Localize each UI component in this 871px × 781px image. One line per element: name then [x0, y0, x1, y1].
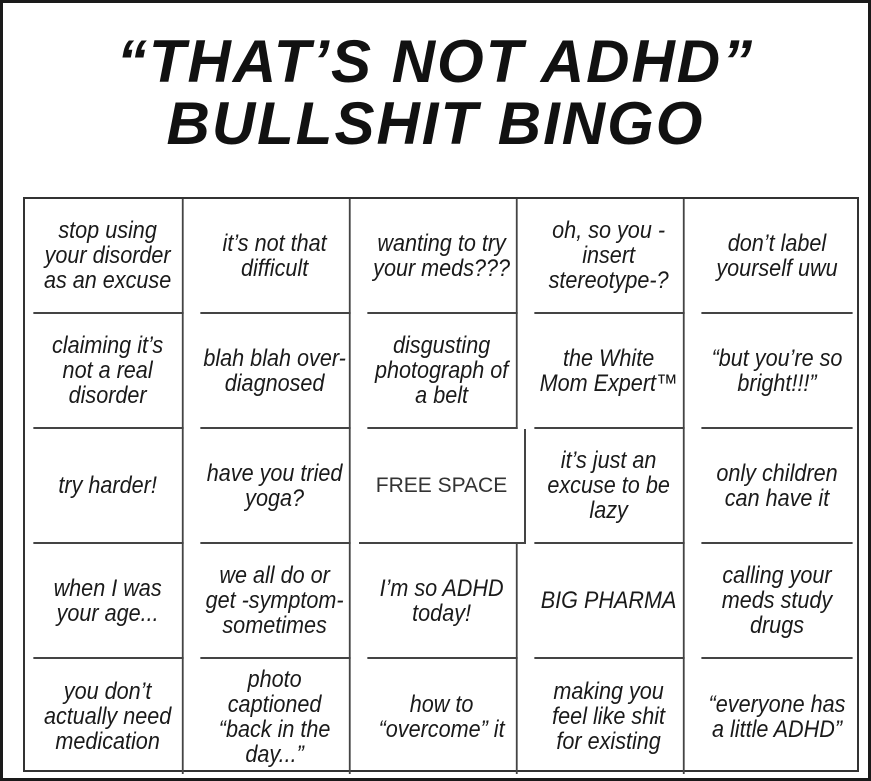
bingo-cell[interactable]: try harder!: [33, 429, 183, 544]
bingo-cell[interactable]: have you tried yoga?: [200, 429, 350, 544]
bingo-cell[interactable]: only children can have it: [701, 429, 852, 544]
bingo-cell[interactable]: stop using your disorder as an excuse: [33, 199, 183, 314]
bingo-cell[interactable]: I’m so ADHD today!: [367, 544, 517, 659]
bingo-cell[interactable]: it’s not that difficult: [200, 199, 350, 314]
bingo-cell[interactable]: you don’t actually need medication: [33, 659, 183, 774]
title-line-1: “THAT’S NOT ADHD”: [116, 28, 755, 95]
bingo-grid: [23, 197, 859, 772]
bingo-cell[interactable]: claiming it’s not a real disorder: [33, 314, 183, 429]
bingo-cell[interactable]: blah blah over-diagnosed: [200, 314, 350, 429]
bingo-cell[interactable]: the White Mom Expert™: [534, 314, 684, 429]
bingo-cell[interactable]: it’s just an excuse to be lazy: [534, 429, 684, 544]
bingo-cell[interactable]: we all do or get -symptom- sometimes: [200, 544, 350, 659]
bingo-sheet: [3, 3, 868, 778]
bingo-cell[interactable]: disgusting photograph of a belt: [367, 314, 517, 429]
free-space-cell[interactable]: FREE SPACE: [359, 429, 526, 544]
bingo-cell[interactable]: how to “overcome” it: [367, 659, 517, 774]
title-line-2: BULLSHIT BINGO: [166, 90, 705, 157]
bingo-cell[interactable]: “but you’re so bright!!!”: [701, 314, 852, 429]
bingo-cell[interactable]: calling your meds study drugs: [701, 544, 852, 659]
bingo-cell[interactable]: making you feel like shit for existing: [534, 659, 684, 774]
bingo-cell[interactable]: “everyone has a little ADHD”: [708, 690, 846, 743]
bingo-cell[interactable]: don’t label yourself uwu: [701, 199, 852, 314]
bingo-cell[interactable]: oh, so you -insert stereotype-?: [534, 199, 684, 314]
bingo-cell[interactable]: wanting to try your meds???: [367, 199, 517, 314]
bingo-title: [3, 28, 868, 157]
bingo-cell[interactable]: BIG PHARMA: [534, 544, 684, 659]
bingo-cell[interactable]: photo captioned “back in the day...”: [200, 659, 350, 774]
bingo-cell[interactable]: when I was your age...: [33, 544, 183, 659]
